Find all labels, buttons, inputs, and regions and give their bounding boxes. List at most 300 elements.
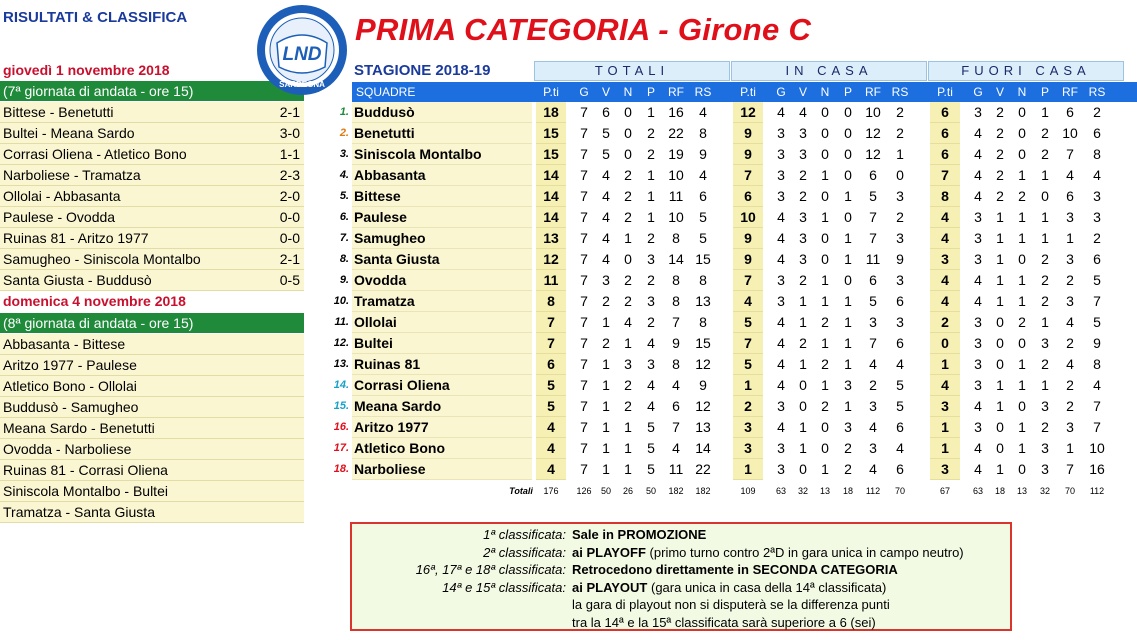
stat-tot-0: 4 [536,438,566,459]
stat-home-2: 3 [799,209,807,225]
stat-tot-0: 15 [536,144,566,165]
group-header-totali: TOTALI [534,61,730,81]
total-home-5: 112 [865,486,881,496]
stat-home-2: 1 [799,314,807,330]
legend-row [352,596,1010,614]
stat-away-0: 7 [930,165,960,186]
legend-value-rest: la gara di playout non si disputerà se la differenza punti [572,597,890,612]
stat-home-4: 0 [844,146,852,162]
total-away-0: 67 [939,486,950,496]
stat-away-5: 2 [1066,398,1074,414]
stat-away-4: 1 [1041,104,1049,120]
stat-away-5: 3 [1066,293,1074,309]
stat-away-4: 3 [1041,398,1049,414]
stat-away-2: 1 [996,293,1004,309]
column-header-tot-6: RS [694,85,712,99]
column-header-tot-4: P [646,85,655,99]
stat-tot-1: 7 [580,146,588,162]
stat-tot-3: 1 [624,461,632,477]
stat-tot-6: 15 [695,335,711,351]
total-away-6: 112 [1089,486,1105,496]
team-name: Atletico Bono [352,438,532,459]
stat-away-3: 1 [1018,293,1026,309]
stat-home-1: 4 [777,335,785,351]
stat-home-4: 1 [844,356,852,372]
stat-tot-3: 3 [624,356,632,372]
stat-home-2: 3 [799,251,807,267]
stat-away-3: 1 [1018,356,1026,372]
svg-text:LND: LND [282,44,322,65]
total-home-2: 32 [797,486,808,496]
totals-row [330,486,1137,500]
stat-home-3: 0 [821,419,829,435]
total-home-6: 70 [894,486,905,496]
position-number: 9. [339,274,349,286]
stat-away-0: 0 [930,333,960,354]
team-name: Bittese [352,186,532,207]
team-name: Meana Sardo [352,396,532,417]
stat-tot-5: 11 [668,461,684,477]
stat-tot-4: 1 [647,209,655,225]
stat-home-2: 2 [799,272,807,288]
stat-home-3: 2 [821,356,829,372]
column-header-tot-3: N [623,85,633,99]
standings-row [330,291,1137,312]
stat-away-1: 3 [974,251,982,267]
group-header-in-casa: IN CASA [731,61,927,81]
stat-tot-6: 22 [695,461,711,477]
stat-tot-4: 1 [647,104,655,120]
stat-home-4: 1 [844,251,852,267]
stat-away-0: 4 [930,270,960,291]
stat-home-1: 3 [777,293,785,309]
stat-away-0: 1 [930,354,960,375]
stat-home-5: 7 [869,230,877,246]
stat-home-2: 2 [799,167,807,183]
match-row [0,355,304,376]
season-label: STAGIONE 2018-19 [354,62,491,79]
stat-away-1: 4 [974,272,982,288]
legend-row [352,544,1010,562]
match-score: 2-1 [279,251,300,267]
stat-away-4: 2 [1041,419,1049,435]
stat-tot-6: 4 [699,167,707,183]
stat-away-4: 0 [1041,188,1049,204]
stat-tot-6: 5 [699,230,707,246]
team-name: Paulese [352,207,532,228]
total-away-5: 70 [1064,486,1075,496]
stat-away-2: 1 [996,398,1004,414]
position-number: 4. [339,169,349,181]
results-header: RISULTATI & CLASSIFICA [3,9,188,26]
match-teams: Siniscola Montalbo - Bultei [3,483,168,499]
stat-tot-5: 8 [672,230,680,246]
legend-value-bold: ai PLAYOUT [572,579,648,595]
column-header-home-6: RS [891,85,909,99]
position-number: 14. [333,379,349,391]
match-row [0,249,304,270]
stat-home-0: 5 [733,312,763,333]
stat-away-6: 8 [1093,146,1101,162]
stat-home-1: 4 [777,209,785,225]
match-row [0,270,304,291]
stat-tot-1: 7 [580,440,588,456]
stat-home-5: 3 [869,440,877,456]
stat-home-5: 4 [869,419,877,435]
stat-away-0: 2 [930,312,960,333]
stat-tot-6: 12 [695,398,711,414]
team-name: Buddusò [352,102,532,123]
stat-home-3: 1 [821,209,829,225]
stat-away-2: 0 [996,356,1004,372]
svg-text:SARDEGNA: SARDEGNA [279,80,325,89]
standings-row [330,165,1137,186]
match-score: 0-0 [279,209,300,225]
stat-tot-0: 4 [536,459,566,480]
standings-row [330,459,1137,480]
stat-tot-2: 6 [602,104,610,120]
stat-tot-6: 12 [695,356,711,372]
stat-tot-5: 7 [672,314,680,330]
stat-away-6: 3 [1093,188,1101,204]
stat-tot-3: 2 [624,188,632,204]
position-number: 15. [333,400,349,412]
stat-home-4: 0 [844,167,852,183]
legend-value-rest: (primo turno contro 2ªD in gara unica in campo neutro) [645,544,964,560]
stat-away-1: 3 [974,356,982,372]
match-teams: Paulese - Ovodda [3,209,116,225]
stat-tot-1: 7 [580,314,588,330]
standings-row [330,417,1137,438]
stat-tot-0: 14 [536,186,566,207]
stat-home-1: 3 [777,440,785,456]
match-teams: Bultei - Meana Sardo [3,125,135,141]
column-header-row [352,82,1137,102]
stat-away-2: 2 [996,167,1004,183]
stat-away-6: 7 [1093,398,1101,414]
stat-away-0: 1 [930,417,960,438]
stat-home-2: 1 [799,293,807,309]
stat-away-3: 1 [1018,272,1026,288]
round-label-day2: (8ª giornata di andata - ore 15) [0,313,304,333]
team-name: Siniscola Montalbo [352,144,532,165]
stat-tot-1: 7 [580,125,588,141]
stat-away-5: 1 [1066,440,1074,456]
stat-home-6: 1 [896,146,904,162]
stat-home-6: 3 [896,272,904,288]
team-name: Abbasanta [352,165,532,186]
stat-away-5: 3 [1066,419,1074,435]
stat-away-6: 6 [1093,125,1101,141]
stat-tot-0: 12 [536,249,566,270]
stat-home-6: 6 [896,461,904,477]
stat-home-1: 3 [777,272,785,288]
column-header-away-5: RF [1062,85,1078,99]
stat-home-5: 10 [865,104,881,120]
column-header-away-1: G [973,85,983,99]
standings-row [330,438,1137,459]
legend-value-rest: (gara unica in casa della 14ª classificata) [647,579,887,595]
column-header-home-1: G [776,85,786,99]
stat-home-0: 12 [733,102,763,123]
stat-home-5: 3 [869,398,877,414]
stat-away-3: 2 [1018,314,1026,330]
legend-row [352,579,1010,597]
stat-away-2: 1 [996,377,1004,393]
stat-tot-3: 2 [624,293,632,309]
stat-tot-4: 2 [647,125,655,141]
stat-tot-2: 4 [602,230,610,246]
stat-tot-4: 4 [647,398,655,414]
stat-away-4: 2 [1041,272,1049,288]
legend-row [352,526,1010,544]
stat-tot-2: 1 [602,398,610,414]
match-row [0,460,304,481]
match-teams: Santa Giusta - Buddusò [3,272,152,288]
stat-home-5: 6 [869,167,877,183]
stat-home-3: 1 [821,461,829,477]
stat-tot-6: 13 [695,293,711,309]
stat-tot-2: 1 [602,356,610,372]
stat-home-6: 6 [896,419,904,435]
stat-away-5: 7 [1066,146,1074,162]
stat-home-2: 2 [799,188,807,204]
stat-away-0: 6 [930,144,960,165]
legend-value [572,544,964,562]
stat-home-0: 5 [733,354,763,375]
stat-away-2: 2 [996,146,1004,162]
stat-tot-3: 2 [624,272,632,288]
stat-away-5: 4 [1066,314,1074,330]
team-name: Ruinas 81 [352,354,532,375]
stat-tot-4: 5 [647,461,655,477]
stat-tot-3: 2 [624,209,632,225]
total-home-0: 109 [740,486,756,496]
stat-home-1: 4 [777,356,785,372]
match-teams: Corrasi Oliena - Atletico Bono [3,146,187,162]
stat-tot-1: 7 [580,188,588,204]
stat-away-5: 2 [1066,272,1074,288]
match-row [0,207,304,228]
stat-away-0: 6 [930,102,960,123]
column-header-tot-1: G [579,85,589,99]
stat-away-0: 3 [930,249,960,270]
stat-away-2: 2 [996,125,1004,141]
match-score: 3-0 [279,125,300,141]
stat-home-5: 4 [869,461,877,477]
position-number: 16. [333,421,349,433]
stat-tot-5: 7 [672,419,680,435]
legend-key: 16ª, 17ª e 18ª classificata: [415,562,566,577]
stat-away-0: 3 [930,396,960,417]
stat-away-3: 2 [1018,188,1026,204]
stat-away-4: 1 [1041,377,1049,393]
total-home-4: 18 [842,486,853,496]
stat-home-0: 3 [733,417,763,438]
stat-away-4: 1 [1041,230,1049,246]
stat-home-0: 6 [733,186,763,207]
stat-away-1: 4 [974,440,982,456]
position-number: 18. [333,463,349,475]
stat-home-1: 4 [777,251,785,267]
match-teams: Ollolai - Abbasanta [3,188,121,204]
column-header-away-0: P.ti [937,85,953,99]
page-title: PRIMA CATEGORIA - Girone C [355,12,812,47]
total-tot-5: 182 [668,486,684,496]
column-header-team: SQUADRE [356,85,416,99]
legend-value [572,526,706,544]
match-teams: Bittese - Benetutti [3,104,114,120]
stat-away-0: 4 [930,375,960,396]
match-teams: Aritzo 1977 - Paulese [3,357,137,373]
stat-tot-0: 13 [536,228,566,249]
stat-away-1: 3 [974,314,982,330]
stat-tot-5: 4 [672,377,680,393]
stat-away-2: 1 [996,230,1004,246]
position-number: 5. [339,190,349,202]
stat-away-6: 5 [1093,272,1101,288]
column-header-home-2: V [798,85,807,99]
stat-away-1: 3 [974,419,982,435]
stat-tot-2: 1 [602,440,610,456]
stat-away-3: 0 [1018,251,1026,267]
team-name: Bultei [352,333,532,354]
stat-away-1: 4 [974,293,982,309]
stat-home-5: 7 [869,209,877,225]
stat-home-3: 0 [821,440,829,456]
match-score: 1-1 [279,146,300,162]
match-score: 0-0 [279,230,300,246]
stat-tot-0: 5 [536,396,566,417]
legend-value [572,561,898,579]
total-tot-0: 176 [543,486,559,496]
stat-home-1: 3 [777,188,785,204]
stat-tot-1: 7 [580,398,588,414]
stat-away-4: 3 [1041,335,1049,351]
standings-row [330,396,1137,417]
stat-home-5: 3 [869,314,877,330]
stat-home-1: 4 [777,377,785,393]
stat-tot-2: 1 [602,377,610,393]
stat-home-3: 1 [821,167,829,183]
stat-home-0: 1 [733,459,763,480]
standings-row [330,249,1137,270]
stat-away-3: 1 [1018,209,1026,225]
stat-home-3: 0 [821,251,829,267]
stat-home-4: 1 [844,314,852,330]
stat-tot-5: 19 [668,146,684,162]
stat-away-1: 3 [974,377,982,393]
stat-tot-0: 18 [536,102,566,123]
stat-tot-4: 3 [647,356,655,372]
stat-tot-0: 15 [536,123,566,144]
stat-tot-5: 8 [672,293,680,309]
legend-row [352,614,1010,632]
stat-tot-4: 2 [647,230,655,246]
legend-value-bold: Sale in PROMOZIONE [572,527,707,542]
stat-tot-2: 4 [602,209,610,225]
match-row [0,102,304,123]
stat-tot-5: 14 [668,251,684,267]
stat-home-4: 1 [844,398,852,414]
stat-away-0: 4 [930,291,960,312]
stat-home-1: 3 [777,125,785,141]
stat-home-5: 12 [865,146,881,162]
stat-away-4: 2 [1041,356,1049,372]
stat-tot-6: 8 [699,272,707,288]
stat-away-4: 2 [1041,293,1049,309]
match-teams: Samugheo - Siniscola Montalbo [3,251,201,267]
stat-home-4: 1 [844,230,852,246]
stat-home-0: 2 [733,396,763,417]
stat-home-3: 0 [821,104,829,120]
match-row [0,144,304,165]
stat-home-6: 2 [896,104,904,120]
stat-tot-6: 13 [695,419,711,435]
stat-home-4: 3 [844,419,852,435]
legend-value [572,579,886,597]
position-number: 6. [339,211,349,223]
stat-tot-6: 15 [695,251,711,267]
stat-away-2: 0 [996,314,1004,330]
stat-away-6: 7 [1093,419,1101,435]
stat-home-2: 0 [799,398,807,414]
stat-home-1: 4 [777,230,785,246]
stat-home-6: 6 [896,293,904,309]
position-number: 12. [333,337,349,349]
match-teams: Meana Sardo - Benetutti [3,420,155,436]
stat-home-2: 3 [799,125,807,141]
stat-away-4: 1 [1041,209,1049,225]
standings-row [330,207,1137,228]
stat-away-6: 3 [1093,209,1101,225]
match-score: 2-0 [279,188,300,204]
match-row [0,481,304,502]
match-score: 2-3 [279,167,300,183]
position-number: 2. [339,127,349,139]
stat-home-4: 0 [844,125,852,141]
stat-tot-6: 9 [699,377,707,393]
stat-home-1: 4 [777,104,785,120]
team-name: Benetutti [352,123,532,144]
match-row [0,397,304,418]
stat-tot-2: 3 [602,272,610,288]
stat-home-3: 2 [821,314,829,330]
stat-away-6: 16 [1089,461,1105,477]
match-score: 0-5 [279,272,300,288]
total-away-3: 13 [1016,486,1027,496]
stat-away-3: 0 [1018,125,1026,141]
column-header-away-3: N [1017,85,1027,99]
stat-tot-2: 2 [602,335,610,351]
stat-tot-4: 5 [647,440,655,456]
stat-home-0: 9 [733,144,763,165]
stat-tot-6: 8 [699,314,707,330]
stat-away-0: 1 [930,438,960,459]
stat-away-2: 1 [996,209,1004,225]
stat-home-0: 1 [733,375,763,396]
stat-home-3: 1 [821,335,829,351]
stat-tot-3: 4 [624,314,632,330]
column-header-tot-5: RF [668,85,684,99]
stat-home-0: 10 [733,207,763,228]
stat-tot-4: 2 [647,272,655,288]
stat-away-6: 4 [1093,377,1101,393]
match-teams: Abbasanta - Bittese [3,336,126,352]
stat-away-3: 1 [1018,377,1026,393]
legend-box [350,522,1012,631]
stat-home-2: 1 [799,440,807,456]
